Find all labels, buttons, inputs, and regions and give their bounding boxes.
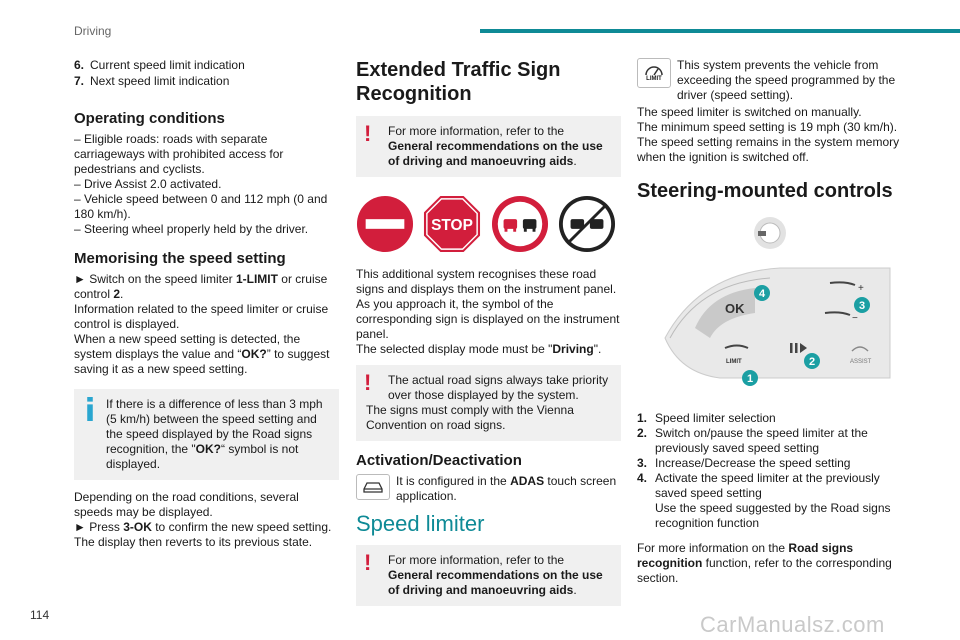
activation-text xyxy=(356,474,621,504)
intro-paragraph-2: The speed limiter is switched on manually. xyxy=(637,105,862,119)
text-run-bold: 2 xyxy=(113,287,121,301)
text-run-bold: Driving xyxy=(552,342,594,356)
warning-note xyxy=(356,365,621,441)
item-number: 1. xyxy=(637,411,648,425)
limiter-intro xyxy=(637,58,902,103)
text-run: ". xyxy=(593,342,602,356)
description-paragraph-2: As you approach it, the symbol of the corresponding sign is displayed on the instrument panel. xyxy=(356,297,620,341)
warning-icon: ! xyxy=(364,550,372,575)
item-text: Current speed limit indication xyxy=(90,58,245,72)
callout-label: 2 xyxy=(808,356,815,368)
operating-line: – Eligible roads: roads with separate carriageways with prohibited access for pedestrians and cyclists. xyxy=(74,132,284,176)
text-run: function, refer to the corresponding section. xyxy=(637,556,892,585)
more-info-paragraph xyxy=(637,541,902,586)
steering-controls-heading: Steering-mounted controls xyxy=(637,180,893,202)
text-run: ► Press xyxy=(74,520,124,534)
header-accent-bar xyxy=(480,29,960,33)
item-text: Speed limiter selection xyxy=(655,411,776,425)
item-number: 3. xyxy=(637,456,648,470)
item-number: 2. xyxy=(637,426,648,440)
steering-controls-diagram xyxy=(640,213,900,403)
operating-line: – Vehicle speed between 0 and 112 mph (0 and 180 km/h). xyxy=(74,192,328,221)
ok-label: OK xyxy=(724,301,744,316)
svg-text:−: − xyxy=(851,313,858,324)
item-number: 4. xyxy=(637,471,648,485)
text-run: For more information, refer to the xyxy=(388,553,565,567)
callout-3 xyxy=(854,297,870,313)
text-run: If there is a difference of less than 3 mph (5 km/h) between the speed setting and the speed displayed by the Road signs recognition, the " xyxy=(106,397,323,456)
text-run-bold: General recommendations on the use of driving and manoeuvring aids xyxy=(388,139,603,168)
memorise-paragraph-2: Information related to the speed limiter or cruise control is displayed. xyxy=(74,302,329,331)
text-run: The selected display mode must be " xyxy=(356,342,553,356)
diagram-assist-label: ASSIST xyxy=(849,359,871,365)
item-text: Increase/Decrease the speed setting xyxy=(655,456,851,470)
callout-4 xyxy=(754,285,770,301)
text-run: “ symbol is not displayed. xyxy=(106,442,299,471)
memorising-heading: Memorising the speed setting xyxy=(74,250,286,267)
activation-row xyxy=(356,474,621,504)
callout-1 xyxy=(742,370,758,386)
intro-paragraph-3: The minimum speed setting is 19 mph (30 km/h). xyxy=(637,120,898,134)
callout-label: 3 xyxy=(858,300,865,312)
text-run-bold: General recommendations on the use of driving and manoeuvring aids xyxy=(388,568,603,597)
warning-icon: ! xyxy=(364,121,372,146)
info-note xyxy=(74,389,339,480)
speed-limiter-heading: Speed limiter xyxy=(356,511,485,536)
road-paragraph-3: The display then reverts to its previous state. xyxy=(74,535,313,549)
control-list-item xyxy=(637,471,902,531)
activation-heading: Activation/Deactivation xyxy=(356,452,522,469)
warning-note-text xyxy=(364,121,611,169)
steering-wheel-diagram xyxy=(640,213,900,403)
description-paragraph-1: This additional system recognises these road signs and displays them on the instrument panel. xyxy=(356,267,617,296)
extended-traffic-sign-heading: Extended Traffic Sign Recognition xyxy=(356,59,561,105)
warning-icon: ! xyxy=(364,370,372,395)
text-run: or cruise control xyxy=(74,272,328,301)
text-run-bold: 1-LIMIT xyxy=(235,272,278,286)
stop-sign-icon xyxy=(423,195,481,253)
road-paragraph-1: Depending on the road conditions, several speeds may be displayed. xyxy=(74,490,299,519)
description-paragraph-3 xyxy=(356,342,621,357)
text-run: When a new speed setting is detected, the system displays the value and “ xyxy=(74,332,301,361)
text-run-bold: ADAS xyxy=(510,474,545,488)
text-run: touch screen application. xyxy=(396,474,617,503)
car-icon xyxy=(356,474,390,500)
warning-note xyxy=(356,545,621,606)
item-number: 7. xyxy=(74,74,85,88)
text-run: . xyxy=(120,287,124,301)
road-paragraph-2 xyxy=(74,520,339,535)
watermark: CarManualsz.com xyxy=(700,612,885,637)
text-run-bold: OK? xyxy=(195,442,221,456)
speed-limiter-icon xyxy=(637,58,671,88)
list-item xyxy=(74,58,339,73)
memorise-paragraph-3 xyxy=(74,332,339,377)
callout-label: 4 xyxy=(758,288,765,300)
column-3 xyxy=(637,58,902,586)
text-run: ” to suggest saving it as a new speed setting. xyxy=(74,347,330,376)
list-item xyxy=(74,74,339,89)
text-run-bold: OK? xyxy=(241,347,267,361)
warning-note-text: The actual road signs always take priority over those displayed by the system. xyxy=(388,373,609,402)
svg-text:+: + xyxy=(857,283,864,294)
control-list-item xyxy=(637,411,902,426)
text-run: For more information on the xyxy=(637,541,789,555)
text-run: ► Switch on the speed limiter xyxy=(74,272,236,286)
item-text: Activate the speed limiter at the previously saved speed setting Use the speed suggested by the Road signs recognition function xyxy=(655,471,891,530)
warning-note xyxy=(356,116,621,177)
steering-wheel-icon xyxy=(754,217,786,249)
operating-line: – Drive Assist 2.0 activated. xyxy=(74,177,222,191)
operating-line: – Steering wheel properly held by the driver. xyxy=(74,222,309,236)
column-2 xyxy=(356,58,621,616)
text-run: . xyxy=(573,583,577,597)
text-run: For more information, refer to the xyxy=(388,124,565,138)
road-signs-row xyxy=(356,195,616,253)
text-run: It is configured in the xyxy=(396,474,511,488)
item-number: 6. xyxy=(74,58,85,72)
info-icon xyxy=(84,397,96,421)
text-run: . xyxy=(573,154,577,168)
no-entry-sign-icon xyxy=(356,195,414,253)
column-1 xyxy=(74,58,339,550)
limit-icon-label: LIMIT xyxy=(646,75,662,82)
warning-note-text: The signs must comply with the Vienna Convention on road signs. xyxy=(366,403,574,432)
callout-label: 1 xyxy=(746,373,753,385)
diagram-limit-label: LIMIT xyxy=(725,359,742,365)
warning-note-text xyxy=(364,550,611,598)
info-note-text xyxy=(84,397,329,472)
end-no-overtaking-sign-icon xyxy=(558,195,616,253)
control-list-item xyxy=(637,456,902,471)
operating-conditions-heading: Operating conditions xyxy=(74,110,225,127)
header-title: Driving xyxy=(74,24,112,38)
text-run-bold: 3-OK xyxy=(123,520,152,534)
page-number: 114 xyxy=(30,608,50,622)
intro-paragraph-1: This system prevents the vehicle from exceeding the speed programmed by the driver (speed setting). xyxy=(677,58,896,102)
text-run: to confirm the new speed setting. xyxy=(151,520,332,534)
callout-2 xyxy=(804,353,820,369)
control-list-item xyxy=(637,426,902,456)
intro-paragraph-4: The speed setting remains in the system memory when the ignition is switched off. xyxy=(637,135,900,164)
item-text: Switch on/pause the speed limiter at the previously saved speed setting xyxy=(655,426,868,455)
item-text: Next speed limit indication xyxy=(90,74,230,88)
text-run-bold: Road signs recognition xyxy=(637,541,854,570)
no-overtaking-sign-icon xyxy=(491,195,549,253)
stop-sign-label: STOP xyxy=(431,216,474,234)
memorise-paragraph-1 xyxy=(74,272,339,302)
